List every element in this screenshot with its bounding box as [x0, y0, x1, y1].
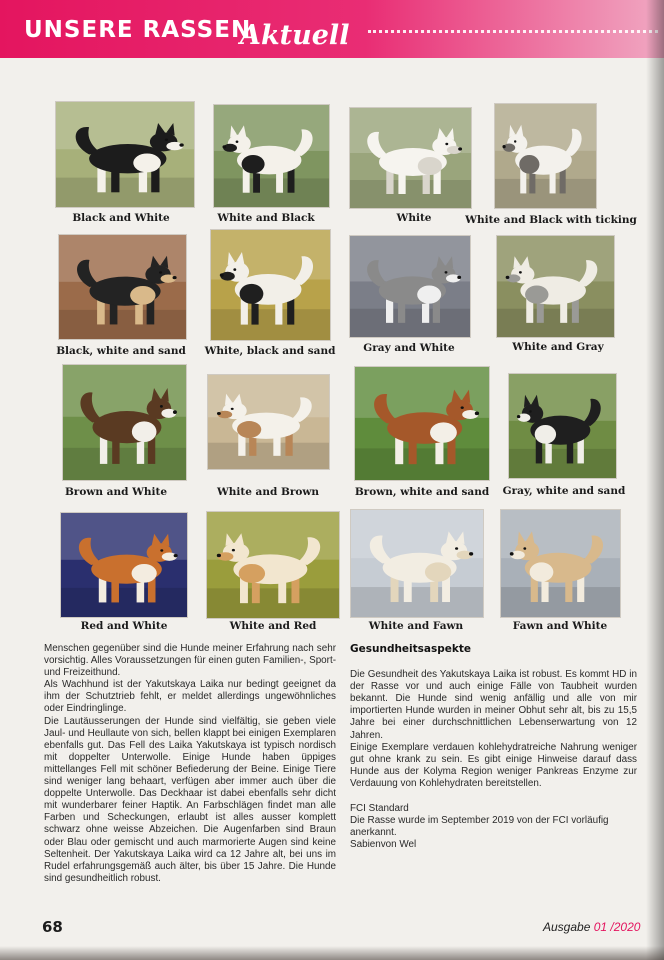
- right-text-column: [350, 643, 637, 851]
- body-paragraph: Die Lautäusserungen der Hunde sind vielfältig, sie geben viele Jaul- und Heullaute von sich, bellen klappt bei einigen Exemplaren ebenfalls gut. Das Fell des Laika Yakutskaya ist typisch nordisch mit doppelter Unterwolle. Einige Hunde haben üppiges mittellanges Fell mit schöner Befiederung der Beine. Einige Tiere sind weniger lang behaart, verfügen aber immer auch über die doppelte Unterwolle. Das Deckhaar ist dabei ebenfalls sehr dicht mit wunderbarer feiner Haptik. An Farbschlägen findet man alle Farben und Scheckungen, erlaubt ist alles ausser komplett schwarz ohne weisse Abzeichen. Die Augenfarben sind Braun oder Blau oder gemischt und auch marmorierte Augen sind keine Seltenheit. Der Yakutskaya Laika wird ca 12 Jahre alt, bei uns im Rudel erfahrungsgemäß auch älter, bis über 15 Jahre. Die Hunde sind gesundheitlich robust.: [44, 715, 336, 884]
- left-text-column: [44, 643, 336, 885]
- dog-photo-illustration: [214, 105, 329, 207]
- breed-photo: [58, 234, 187, 340]
- breed-photo: [500, 509, 621, 618]
- body-paragraph: Die Gesundheit des Yakutskaya Laika ist robust. Es kommt HD in der Rasse vor und auch einige Fälle von Taubheit wurden bekannt. Die Hunde sind wenig anfällig und alle von mir importierten Hunde wurden in meiner Obhut sehr alt, bis zu 15,5 Jahre bei einer durchschnittlichen Lebenserwartung von 12 Jahren.: [350, 669, 637, 741]
- body-paragraph: Menschen gegenüber sind die Hunde meiner Erfahrung nach sehr vorsichtig. Alles Voraussetzungen für einen guten Familien-, Sport- und Freizeithund.: [44, 643, 336, 679]
- breed-photo: [494, 103, 597, 209]
- section-heading: Gesundheitsaspekte: [350, 643, 472, 655]
- photo-caption: White: [396, 212, 432, 224]
- photo-caption: White and Gray: [512, 341, 604, 353]
- photo-caption: Fawn and White: [512, 620, 608, 632]
- photo-caption: Brown and White: [64, 486, 168, 498]
- breed-photo: [206, 511, 340, 619]
- breed-photo: [496, 235, 615, 338]
- dog-photo-illustration: [207, 512, 339, 618]
- dog-photo-illustration: [63, 365, 186, 480]
- breed-photo: [349, 235, 471, 338]
- body-paragraph: Als Wachhund ist der Yakutskaya Laika nur bedingt geeignet da ihm der Schutztrieb fehlt, er meldet allerdings ungewöhnliches oder Eindringlinge.: [44, 679, 336, 715]
- photo-caption: Brown, white and sand: [354, 486, 490, 498]
- page-number: 68: [42, 918, 63, 936]
- header-dotted-line: [368, 30, 658, 37]
- breed-photo: [207, 374, 330, 470]
- dog-photo-illustration: [59, 235, 186, 339]
- dog-photo-illustration: [56, 102, 194, 207]
- photo-caption: White, black and sand: [204, 345, 336, 357]
- dog-photo-illustration: [61, 513, 187, 617]
- breed-photo: [55, 101, 195, 208]
- breed-photo: [354, 366, 490, 481]
- breed-photo: [350, 509, 484, 618]
- dog-photo-illustration: [501, 510, 620, 617]
- author-signature: Sabienvon Wel: [350, 839, 417, 851]
- photo-caption: Black, white and sand: [56, 345, 186, 357]
- breed-photo: [60, 512, 188, 618]
- breed-photo: [213, 104, 330, 208]
- issue-number: 01 /2020: [593, 920, 641, 934]
- photo-caption: White and Black with ticking: [465, 214, 637, 226]
- dog-photo-illustration: [497, 236, 614, 337]
- breed-photo: [210, 229, 331, 341]
- standard-label: FCI Standard: [350, 803, 409, 815]
- aktuell-tag: Aktuell: [240, 20, 350, 51]
- dog-photo-illustration: [495, 104, 596, 208]
- dog-photo-illustration: [351, 510, 483, 617]
- issue-prefix: Ausgabe: [543, 920, 594, 934]
- photo-caption: Gray and White: [363, 342, 455, 354]
- photo-caption: White and Brown: [216, 486, 320, 498]
- dog-photo-illustration: [350, 236, 470, 337]
- page-bottom-shadow: [0, 946, 664, 960]
- breed-photo: [349, 107, 472, 209]
- breed-photo: [62, 364, 187, 481]
- dog-photo-illustration: [355, 367, 489, 480]
- photo-caption: Gray, white and sand: [502, 485, 626, 497]
- breed-photo: [508, 373, 617, 479]
- body-paragraph: Einige Exemplare verdauen kohlehydratreiche Nahrung weniger gut ohne krank zu sein. Es gibt einige Hinweise darauf dass Hunde aus der Kolyma Region weniger Pankreas Enzyme zur Verdauung von Kohlehydraten bereitstellen.: [350, 741, 637, 789]
- photo-caption: Red and White: [80, 620, 168, 632]
- photo-caption: Black and White: [72, 212, 170, 224]
- photo-caption: White and Red: [229, 620, 317, 632]
- section-title: UNSERE RASSEN: [24, 17, 252, 43]
- standard-note: Die Rasse wurde im September 2019 von der FCI vorläufig anerkannt.: [350, 815, 609, 839]
- issue-label: [543, 920, 640, 934]
- page-edge-shadow: [646, 0, 664, 960]
- dog-photo-illustration: [509, 374, 616, 478]
- section-header: [0, 0, 664, 58]
- dog-photo-illustration: [208, 375, 329, 469]
- dog-photo-illustration: [350, 108, 471, 208]
- dog-photo-illustration: [211, 230, 330, 340]
- photo-caption: White and Fawn: [368, 620, 464, 632]
- photo-caption: White and Black: [217, 212, 315, 224]
